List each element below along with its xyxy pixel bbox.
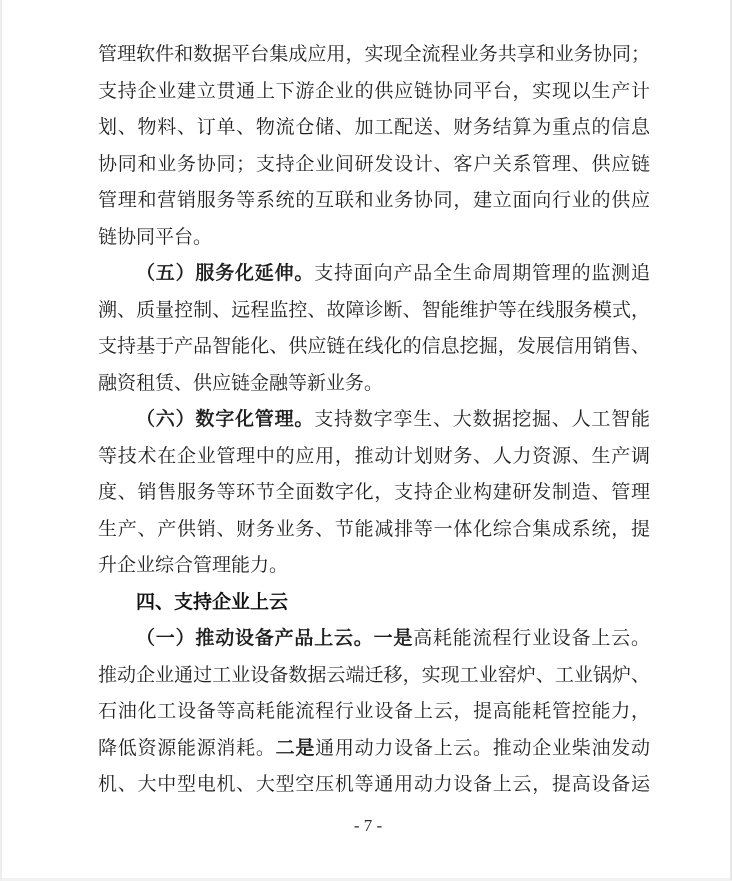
text-segment: 降低资源能源消耗。 [98,737,276,759]
text-segment: 链协同平台。 [98,226,213,248]
text-line [98,658,650,695]
text-segment: 支持数字孪生、大数据挖掘、人工智能 [314,409,650,430]
bold-text-segment: 四、支持企业上云 [136,591,289,613]
text-line [98,475,650,512]
bold-text-segment: （一）推动设备产品上云。一是 [136,628,414,649]
text-line [98,329,650,366]
bold-text-segment: （五）服务化延伸。 [136,263,315,284]
text-line [98,366,650,403]
text-line [98,147,650,184]
text-line [98,548,650,585]
text-line [98,694,650,731]
text-line [98,402,650,439]
text-segment: 支持企业建立贯通上下游企业的供应链协同平台，实现以生产计 [98,80,650,102]
text-line [98,731,650,768]
section-heading [98,585,650,622]
text-line [98,183,650,220]
text-segment: 高耗能流程行业设备上云。 [413,628,650,649]
text-segment: 支持面向产品全生命周期管理的监测追 [314,263,650,284]
text-segment: 石油化工设备等高耗能流程行业设备上云，提高能耗管控能力， [98,701,650,722]
text-segment: 推动企业通过工业设备数据云端迁移，实现工业窑炉、工业锅炉、 [98,664,650,686]
text-segment: 升企业综合管理能力。 [98,555,289,576]
document-text [98,37,650,804]
text-line [98,110,650,147]
text-line [98,767,650,804]
text-segment: 通用动力设备上云。推动企业柴油发动 [315,737,650,759]
text-line [98,512,650,549]
text-line [98,220,650,257]
text-segment: 溯、质量控制、远程监控、故障诊断、智能维护等在线服务模式， [98,299,650,321]
text-segment: 支持基于产品智能化、供应链在线化的信息挖掘，发展信用销售、 [98,336,650,357]
text-segment: 管理和营销服务等系统的互联和业务协同，建立面向行业的供应 [98,190,650,211]
bold-text-segment: 二是 [275,737,316,759]
text-line [98,74,650,111]
text-segment: 度、销售服务等环节全面数字化，支持企业构建研发制造、管理 [98,482,650,503]
text-line [98,293,650,330]
text-line [98,621,650,658]
text-segment: 协同和业务协同；支持企业间研发设计、客户关系管理、供应链 [98,153,650,175]
text-line [98,37,650,74]
bold-text-segment: （六）数字化管理。 [136,409,315,430]
text-line [98,256,650,293]
text-segment: 机、大中型电机、大型空压机等通用动力设备上云，提高设备运 [98,774,650,795]
text-line [98,439,650,476]
page-footer [2,816,732,836]
text-segment: 划、物料、订单、物流仓储、加工配送、财务结算为重点的信息 [98,117,650,138]
text-segment: 生产、产供销、财务业务、节能减排等一体化综合集成系统，提 [98,518,650,540]
page-number: - 7 - [353,816,383,835]
text-segment: 管理软件和数据平台集成应用，实现全流程业务共享和业务协同； [98,44,650,65]
text-segment: 融资租赁、供应链金融等新业务。 [98,372,384,394]
text-segment: 等技术在企业管理中的应用，推动计划财务、人力资源、生产调 [98,445,650,467]
